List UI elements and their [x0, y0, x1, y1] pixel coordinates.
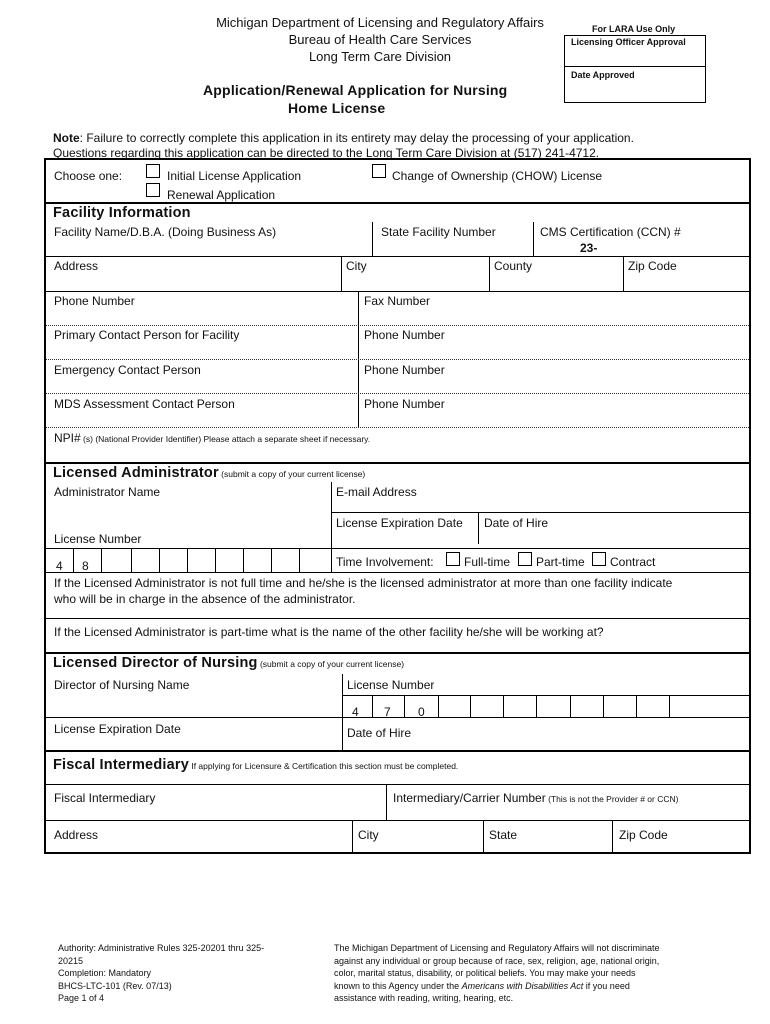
emergency-contact-phone-field[interactable]: Phone Number	[364, 363, 445, 377]
ada-line4-start: known to this Agency under the	[334, 980, 462, 991]
facility-fax-field[interactable]: Fax Number	[364, 294, 431, 308]
fiscal-state-field[interactable]: State	[489, 828, 518, 842]
admin-absence-question-line1: If the Licensed Administrator is not full time and he/she is the licensed administrator at more than one facility indicate	[54, 576, 673, 590]
administrator-email-field[interactable]: E-mail Address	[336, 485, 417, 499]
form-id: BHCS-LTC-101 (Rev. 07/13)	[58, 980, 172, 991]
don-license-digit: 4	[352, 705, 359, 719]
note-line2: Questions regarding this application can be directed to the Long Term Care Division at (517) 241-4712.	[53, 146, 600, 160]
fiscal-zip-field[interactable]: Zip Code	[619, 828, 668, 842]
npi-field[interactable]	[54, 431, 370, 446]
ada-line3: color, marital status, disability, or political beliefs. You may make your needs	[334, 968, 636, 978]
division-name: Long Term Care Division	[308, 49, 452, 64]
don-license-digit: 7	[384, 705, 391, 719]
administrator-hire-date-field[interactable]: Date of Hire	[484, 516, 549, 530]
facility-info-heading: Facility Information	[53, 205, 191, 221]
note-label: Note	[53, 131, 80, 145]
fiscal-address-field[interactable]: Address	[54, 828, 99, 842]
chow-license-label: Change of Ownership (CHOW) License	[392, 169, 603, 183]
renewal-application-label: Renewal Application	[167, 188, 276, 202]
primary-contact-field[interactable]: Primary Contact Person for Facility	[54, 328, 240, 342]
cms-prefix: 23-	[580, 241, 598, 255]
authority-line1: Authority: Administrative Rules 325-20201 thru 325-	[58, 943, 265, 953]
facility-name-field[interactable]: Facility Name/D.B.A. (Doing Business As)	[54, 225, 277, 239]
form-title-line1: Application/Renewal Application for Nursing	[203, 82, 508, 98]
npi-note: (s) (National Provider Identifier) Please attach a separate sheet if necessary.	[80, 434, 371, 444]
initial-application-checkbox[interactable]	[146, 164, 160, 178]
don-name-field[interactable]: Director of Nursing Name	[54, 678, 190, 692]
ada-line4-end: if you need	[583, 980, 630, 991]
note-text: : Failure to correctly complete this application in its entirety may delay the processing of your application.	[79, 131, 634, 145]
chow-license-checkbox[interactable]	[372, 164, 386, 178]
lara-use-box	[564, 35, 706, 103]
npi-label: NPI#	[54, 431, 81, 445]
initial-application-label: Initial License Application	[167, 169, 302, 183]
application-form	[44, 158, 751, 854]
ada-line1: The Michigan Department of Licensing and Regulatory Affairs will not discriminate	[334, 943, 660, 953]
authority-line2: 20215	[58, 955, 84, 966]
mds-contact-field[interactable]: MDS Assessment Contact Person	[54, 397, 235, 411]
lara-officer-approval: Licensing Officer Approval	[571, 37, 686, 47]
administrator-license-digit: 4	[56, 559, 63, 573]
note-line1	[53, 131, 634, 145]
bureau-name: Bureau of Health Care Services	[288, 32, 472, 47]
facility-county-field[interactable]: County	[494, 259, 533, 273]
don-license-digit: 0	[418, 705, 425, 719]
contract-checkbox[interactable]	[592, 552, 606, 566]
agency-name: Michigan Department of Licensing and Regulatory Affairs	[216, 15, 544, 30]
admin-parttime-question[interactable]: If the Licensed Administrator is part-time what is the name of the other facility he/she will be working at?	[54, 625, 604, 639]
lara-date-approved: Date Approved	[571, 70, 635, 80]
choose-one-label: Choose one:	[54, 169, 123, 183]
ada-line5: assistance with reading, writing, hearing, etc.	[334, 993, 514, 1003]
fulltime-label: Full-time	[464, 555, 511, 569]
don-heading	[53, 654, 404, 672]
primary-contact-phone-field[interactable]: Phone Number	[364, 328, 445, 342]
parttime-checkbox[interactable]	[518, 552, 532, 566]
footer-authority	[58, 942, 318, 1005]
ada-act-name: Americans with Disabilities Act	[461, 980, 584, 991]
fiscal-heading-title: Fiscal Intermediary	[53, 757, 189, 773]
admin-absence-question-line2: who will be in charge in the absence of the administrator.	[54, 592, 356, 606]
carrier-number-field[interactable]	[393, 791, 678, 806]
form-title-line2: Home License	[288, 100, 386, 116]
time-involvement-label: Time Involvement:	[336, 555, 434, 569]
emergency-contact-field[interactable]: Emergency Contact Person	[54, 363, 201, 377]
contract-label: Contract	[610, 555, 656, 569]
facility-address-field[interactable]: Address	[54, 259, 99, 273]
fiscal-city-field[interactable]: City	[358, 828, 379, 842]
carrier-number-note: (This is not the Provider # or CCN)	[545, 794, 679, 804]
facility-phone-field[interactable]: Phone Number	[54, 294, 135, 308]
administrator-heading	[53, 464, 365, 482]
administrator-license-number-label: License Number	[54, 532, 142, 546]
administrator-license-exp-field[interactable]: License Expiration Date	[336, 516, 463, 530]
fiscal-intermediary-field[interactable]: Fiscal Intermediary	[54, 791, 156, 805]
don-heading-note: (submit a copy of your current license)	[257, 659, 405, 669]
administrator-heading-note: (submit a copy of your current license)	[218, 469, 366, 479]
page-number: Page 1 of 4	[58, 993, 105, 1003]
administrator-license-digit: 8	[82, 559, 89, 573]
completion-text: Completion: Mandatory	[58, 968, 152, 978]
fiscal-heading	[53, 756, 458, 774]
administrator-name-field[interactable]: Administrator Name	[54, 485, 161, 499]
don-license-exp-field[interactable]: License Expiration Date	[54, 722, 181, 736]
ada-line2: against any individual or group because of race, sex, religion, age, national origin,	[334, 955, 660, 966]
ada-line4	[334, 980, 734, 993]
state-facility-number-field[interactable]: State Facility Number	[381, 225, 496, 239]
facility-city-field[interactable]: City	[346, 259, 367, 273]
cms-certification-field[interactable]: CMS Certification (CCN) #	[540, 225, 681, 239]
parttime-label: Part-time	[536, 555, 585, 569]
mds-contact-phone-field[interactable]: Phone Number	[364, 397, 445, 411]
administrator-heading-title: Licensed Administrator	[53, 465, 219, 481]
footer-ada-notice	[334, 942, 734, 1005]
facility-zip-field[interactable]: Zip Code	[628, 259, 677, 273]
don-heading-title: Licensed Director of Nursing	[53, 655, 258, 671]
lara-use-heading: For LARA Use Only	[592, 24, 676, 34]
fiscal-heading-note: If applying for Licensure & Certification this section must be completed.	[188, 761, 459, 771]
renewal-application-checkbox[interactable]	[146, 183, 160, 197]
carrier-number-label: Intermediary/Carrier Number	[393, 791, 546, 805]
fulltime-checkbox[interactable]	[446, 552, 460, 566]
don-license-number-label: License Number	[347, 678, 435, 692]
don-hire-date-field[interactable]: Date of Hire	[347, 726, 412, 740]
